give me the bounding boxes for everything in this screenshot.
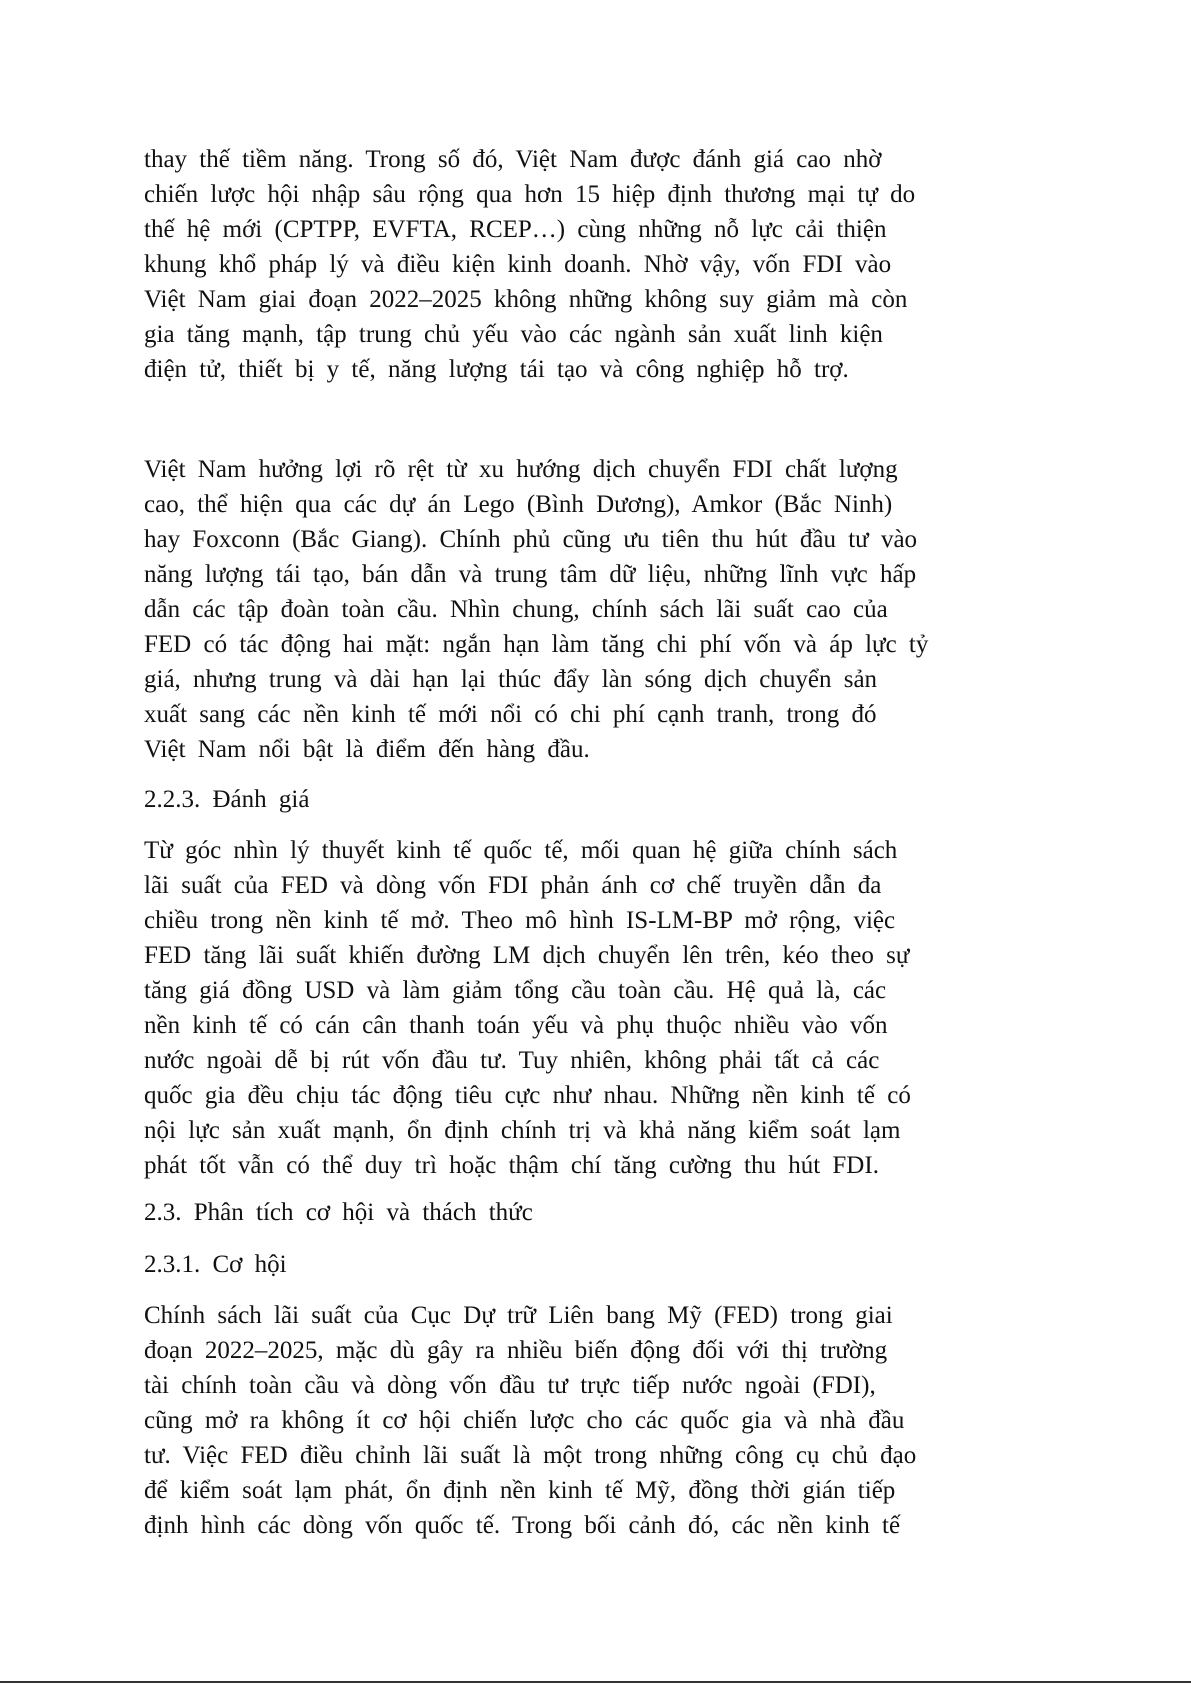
text-line: cao, thể hiện qua các dự án Lego (Bình Dương), Amkor (Bắc Ninh) [144, 491, 893, 518]
text-line: tài chính toàn cầu và dòng vốn đầu tư trực tiếp nước ngoài (FDI), [144, 1372, 876, 1399]
text-line: hay Foxconn (Bắc Giang). Chính phủ cũng ưu tiên thu hút đầu tư vào [144, 526, 918, 553]
section-heading-2-3-1: 2.3.1. Cơ hội [144, 1251, 287, 1278]
text-line: để kiểm soát lạm phát, ổn định nền kinh tế Mỹ, đồng thời gián tiếp [144, 1477, 896, 1504]
text-line: phát tốt vẫn có thể duy trì hoặc thậm chí tăng cường thu hút FDI. [144, 1152, 879, 1179]
text-line: giá, nhưng trung và dài hạn lại thúc đẩy làn sóng dịch chuyển sản [144, 666, 878, 693]
paragraph-evaluation [144, 833, 1024, 1183]
section-heading-2-2-3: 2.2.3. Đánh giá [144, 786, 310, 813]
text-line: thay thế tiềm năng. Trong số đó, Việt Nam được đánh giá cao nhờ [144, 146, 882, 173]
text-line: tăng giá đồng USD và làm giảm tổng cầu toàn cầu. Hệ quả là, các [144, 977, 887, 1004]
text-line: nước ngoài dễ bị rút vốn đầu tư. Tuy nhiên, không phải tất cả các [144, 1047, 880, 1074]
text-line: Việt Nam hưởng lợi rõ rệt từ xu hướng dịch chuyển FDI chất lượng [144, 456, 898, 483]
text-line: cũng mở ra không ít cơ hội chiến lược cho các quốc gia và nhà đầu [144, 1407, 905, 1434]
text-line: Từ góc nhìn lý thuyết kinh tế quốc tế, mối quan hệ giữa chính sách [144, 837, 898, 864]
paragraph-vietnam-benefits [144, 452, 1024, 767]
text-line: khung khổ pháp lý và điều kiện kinh doanh. Nhờ vậy, vốn FDI vào [144, 251, 892, 278]
text-line: nền kinh tế có cán cân thanh toán yếu và phụ thuộc nhiều vào vốn [144, 1012, 888, 1039]
text-line: chiều trong nền kinh tế mở. Theo mô hình IS-LM-BP mở rộng, việc [144, 907, 896, 934]
text-line: dẫn các tập đoàn toàn cầu. Nhìn chung, chính sách lãi suất cao của [144, 596, 888, 623]
text-line: Việt Nam nổi bật là điểm đến hàng đầu. [144, 736, 590, 763]
text-line: Việt Nam giai đoạn 2022–2025 không những không suy giảm mà còn [144, 286, 908, 313]
text-line: điện tử, thiết bị y tế, năng lượng tái tạo và công nghiệp hỗ trợ. [144, 356, 849, 383]
text-line: đoạn 2022–2025, mặc dù gây ra nhiều biến động đối với thị trường [144, 1337, 888, 1364]
text-line: quốc gia đều chịu tác động tiêu cực như nhau. Những nền kinh tế có [144, 1082, 911, 1109]
text-line: xuất sang các nền kinh tế mới nổi có chi phí cạnh tranh, trong đó [144, 701, 877, 728]
text-line: thế hệ mới (CPTPP, EVFTA, RCEP…) cùng những nỗ lực cải thiện [144, 216, 887, 243]
text-line: FED tăng lãi suất khiến đường LM dịch chuyển lên trên, kéo theo sự [144, 942, 910, 969]
text-line: nội lực sản xuất mạnh, ổn định chính trị và khả năng kiểm soát lạm [144, 1117, 901, 1144]
text-line: Chính sách lãi suất của Cục Dự trữ Liên bang Mỹ (FED) trong giai [144, 1302, 893, 1329]
paragraph-opportunities [144, 1298, 1024, 1543]
paragraph-fdi-vietnam-opportunity [144, 142, 1024, 387]
text-line: tư. Việc FED điều chỉnh lãi suất là một trong những công cụ chủ đạo [144, 1442, 917, 1469]
text-line: năng lượng tái tạo, bán dẫn và trung tâm dữ liệu, những lĩnh vực hấp [144, 561, 917, 588]
text-line: lãi suất của FED và dòng vốn FDI phản ánh cơ chế truyền dẫn đa [144, 872, 882, 899]
section-heading-2-3: 2.3. Phân tích cơ hội và thách thức [144, 1199, 533, 1226]
page-bottom-rule [0, 1681, 1191, 1683]
text-line: chiến lược hội nhập sâu rộng qua hơn 15 hiệp định thương mại tự do [144, 181, 916, 208]
text-line: gia tăng mạnh, tập trung chủ yếu vào các ngành sản xuất linh kiện [144, 321, 883, 348]
text-line: định hình các dòng vốn quốc tế. Trong bối cảnh đó, các nền kinh tế [144, 1512, 901, 1539]
text-line: FED có tác động hai mặt: ngắn hạn làm tăng chi phí vốn và áp lực tỷ [144, 631, 929, 658]
